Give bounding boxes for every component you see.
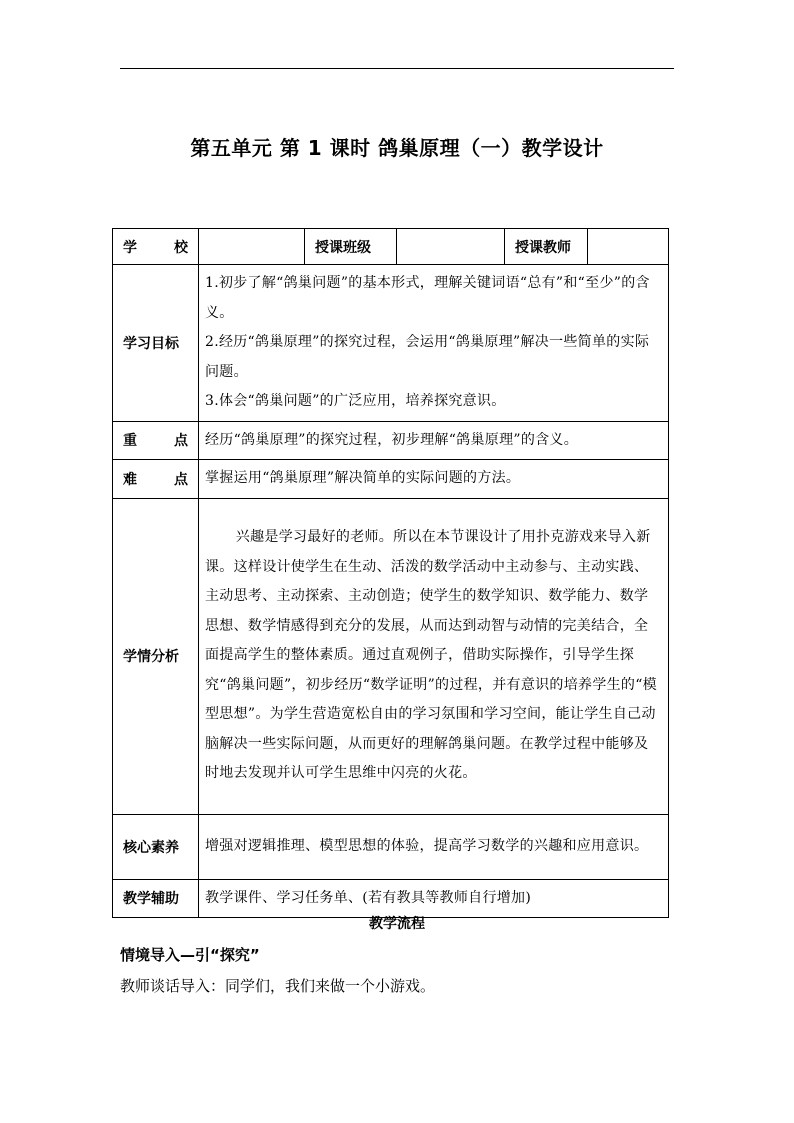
teacher-label: 授课教师 (505, 229, 588, 265)
school-label: 学 校 (113, 229, 199, 265)
objective-item: 2.经历“鸽巢原理”的探究过程，会运用“鸽巢原理”解决一些简单的实际问题。 (205, 334, 650, 380)
analysis-paragraph: 兴趣是学习最好的老师。所以在本节课设计了用扑克游戏来导入新课。这样设计使学生在生动、活泼的数学活动中主动参与、主动实践、主动思考、主动探索、主动创造；使学生的数学知识、数学能力、数学思想、数学情感得到充分的发展，从而达到动智与动情的完美结合，全面提高学生的整体素质。通过直观例子，借助实际操作，引导学生探究“鸽巢问题”，初步经历“数学证明”的过程，并有意识的培养学生的“模型思想”。为学生营造宽松自由的学习氛围和学习空间，能让学生自己动脑解决一些实际问题，从而更好的理解鸽巢问题。在教学过程中能够及时地去发现并认可学生思维中闪亮的火花。 (205, 529, 657, 782)
literacy-cell: 增强对逻辑推理、模型思想的体验，提高学习数学的兴趣和应用意识。 (199, 814, 669, 879)
table-row-key-point (113, 421, 669, 460)
table-row-school (113, 229, 669, 265)
section-heading: 情境导入—引“探究” (120, 946, 260, 964)
objectives-cell (199, 265, 669, 422)
intro-paragraph: 教师谈话导入：同学们，我们来做一个小游戏。 (120, 977, 436, 995)
page-title: 第五单元 第 1 课时 鸽巢原理（一）教学设计 (190, 136, 604, 160)
analysis-label: 学情分析 (113, 498, 199, 814)
objectives-label: 学习目标 (113, 265, 199, 422)
objective-item: 3.体会“鸽巢问题”的广泛应用，培养探究意识。 (205, 393, 506, 409)
table-row-difficulty (113, 460, 669, 499)
class-label: 授课班级 (305, 229, 397, 265)
objective-item: 1.初步了解“鸽巢问题”的基本形式，理解关键词语“总有”和“至少”的含义。 (205, 275, 650, 321)
difficulty-cell: 掌握运用“鸽巢原理”解决简单的实际问题的方法。 (199, 460, 669, 499)
literacy-label: 核心素养 (113, 814, 199, 879)
table-row-analysis (113, 498, 669, 814)
table-row-literacy (113, 814, 669, 879)
aids-label: 教学辅助 (113, 879, 199, 918)
table-row-objectives (113, 265, 669, 422)
key-point-cell: 经历“鸽巢原理”的探究过程，初步理解“鸽巢原理”的含义。 (199, 421, 669, 460)
table-row-aids (113, 879, 669, 918)
lesson-info-table (112, 228, 669, 918)
school-value (199, 229, 305, 265)
header-rule (120, 68, 674, 69)
key-point-label: 重 点 (113, 421, 199, 460)
teaching-flow-title: 教学流程 (369, 916, 425, 932)
analysis-cell (199, 498, 669, 814)
teacher-value (588, 229, 669, 265)
class-value (397, 229, 505, 265)
aids-cell: 教学课件、学习任务单、(若有教具等教师自行增加) (199, 879, 669, 918)
difficulty-label: 难 点 (113, 460, 199, 499)
